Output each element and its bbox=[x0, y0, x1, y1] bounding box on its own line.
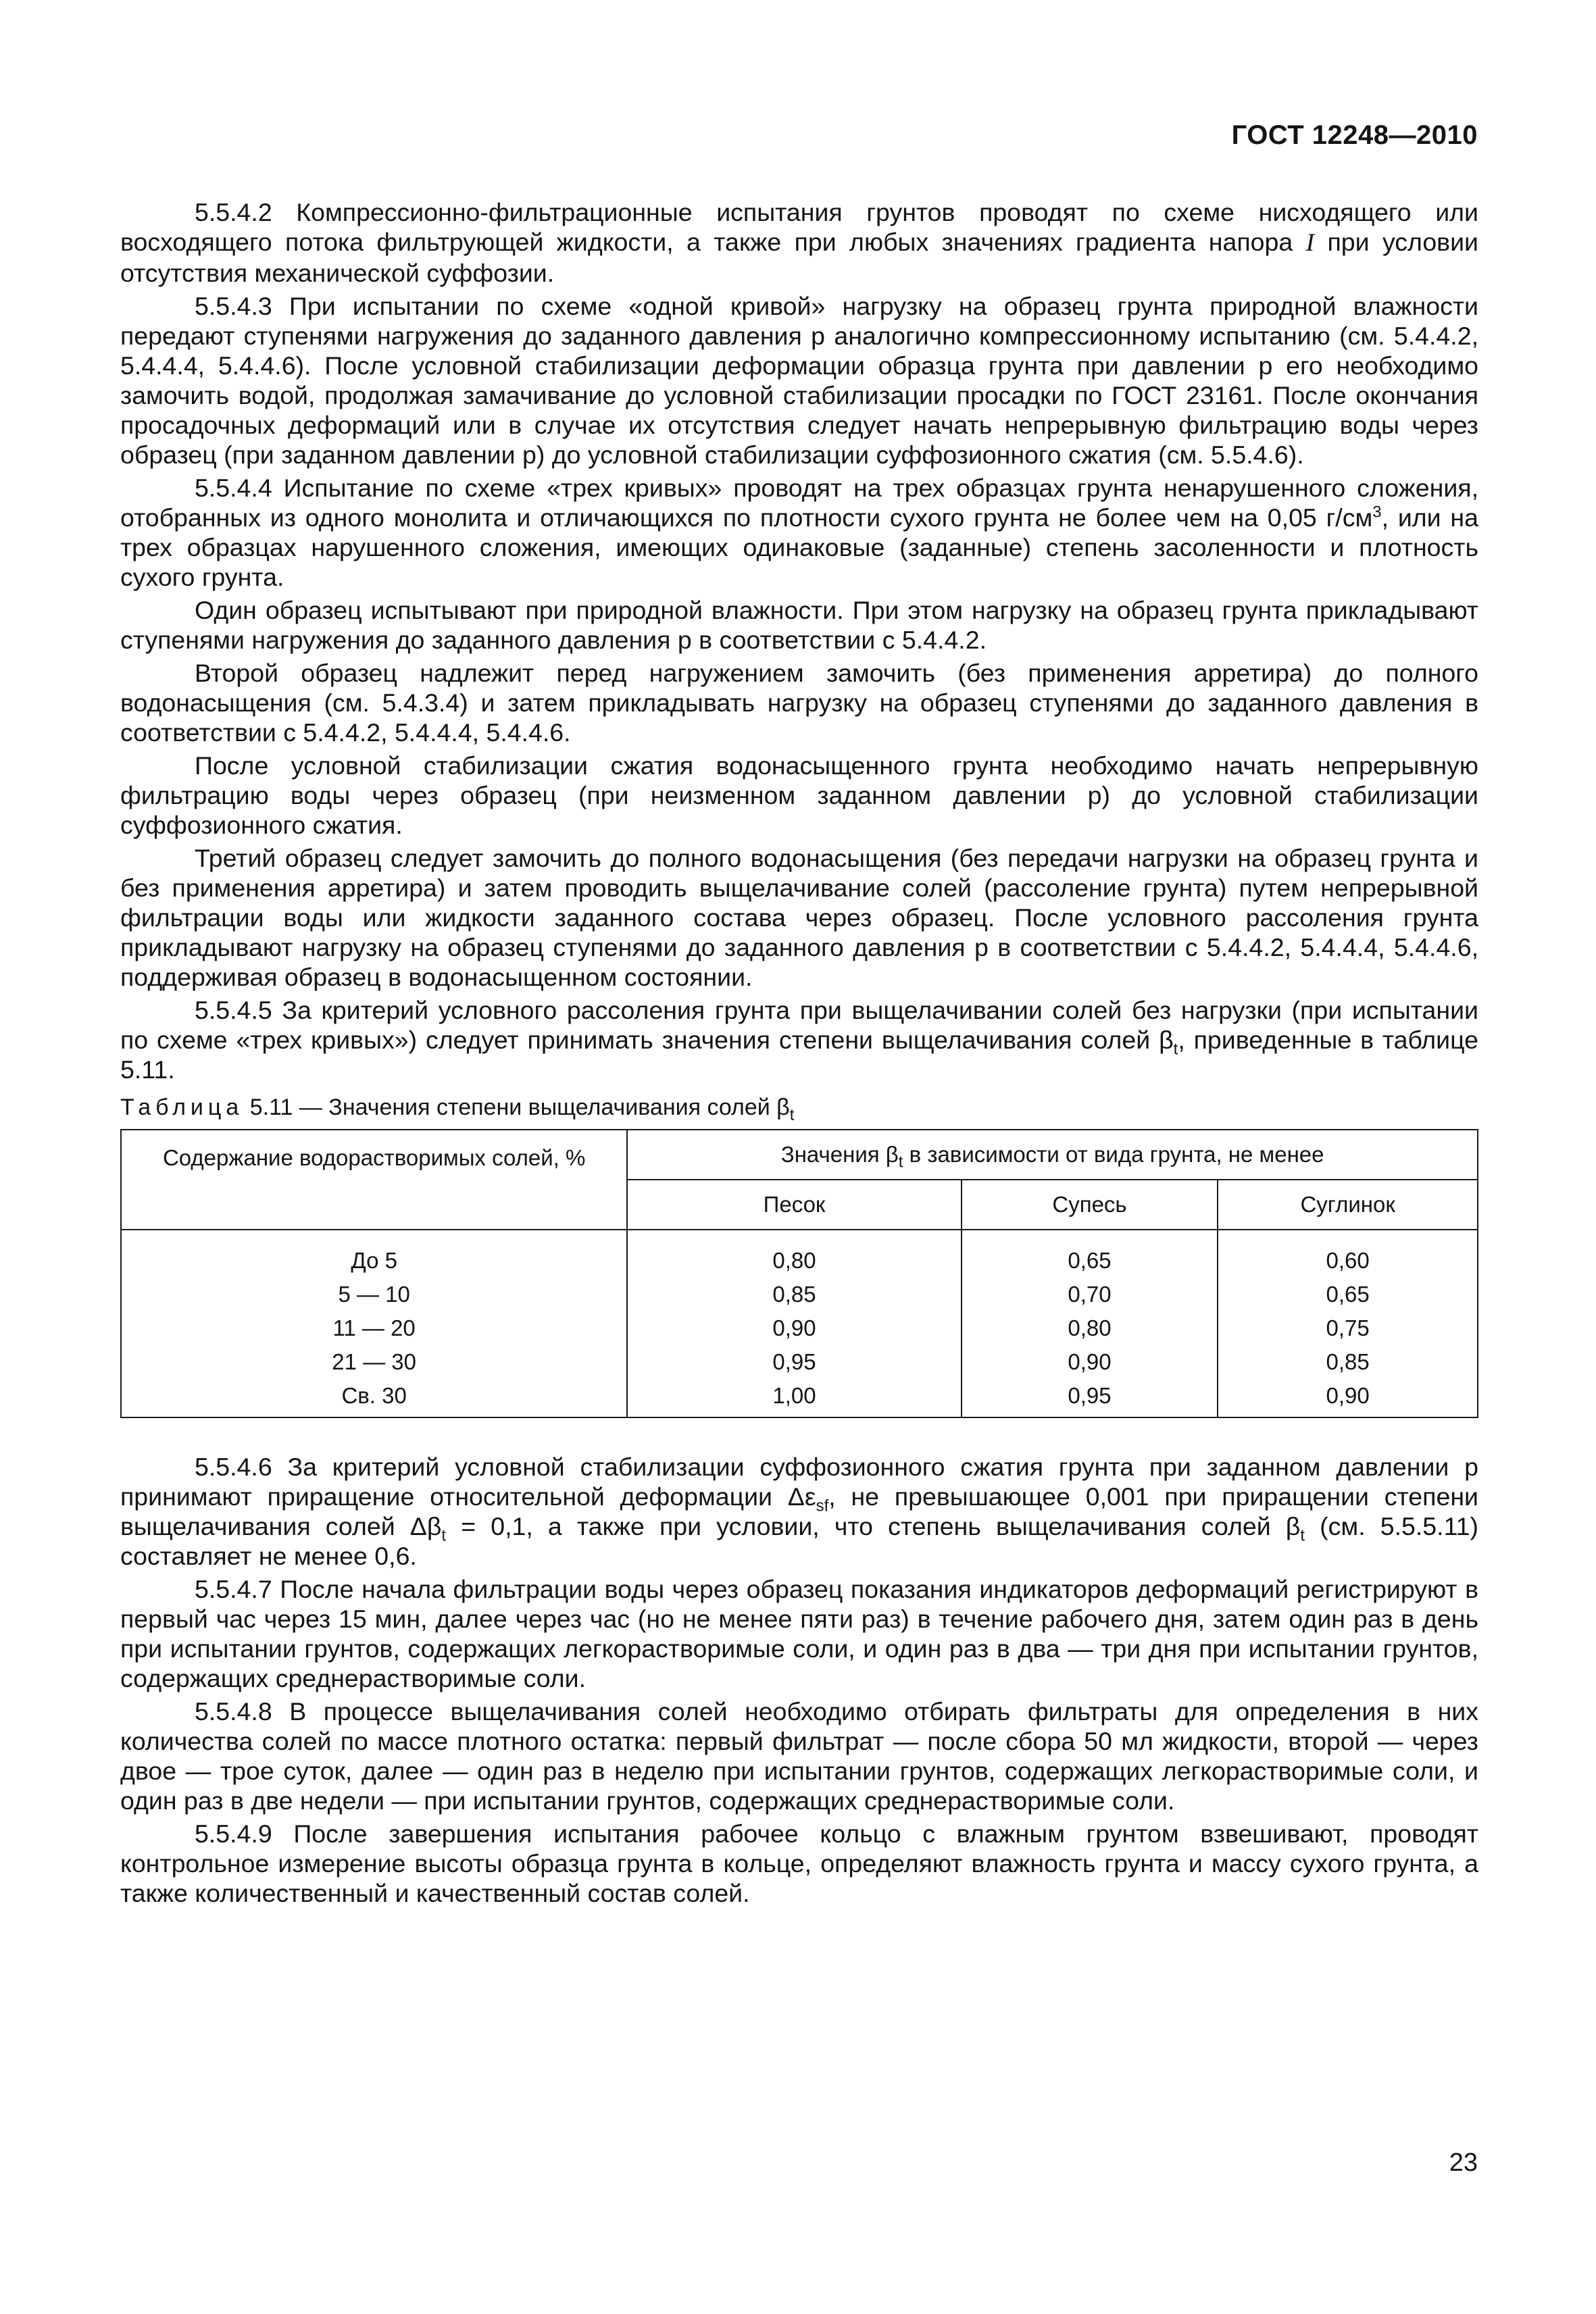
paragraph-first-sample: Один образец испытывают при природной влажности. При этом нагрузку на образец грунта прикладывают ступенями нагружения до заданного давления p в соответствии с 5.4.4.2. bbox=[120, 596, 1478, 654]
paragraph-third-sample: Третий образец следует замочить до полного водонасыщения (без передачи нагрузки на образец грунта и без применения арретира) и затем проводить выщелачивание солей (рассоление грунта) путем непрерывной фильтрации воды или жидкости заданного состава через образец. После условного рассоления грунта прикладывают нагрузку на образец ступенями до заданного давления p в соответствии с 5.4.4.2, 5.4.4.4, 5.4.4.6, поддерживая образец в водонасыщенном состоянии. bbox=[120, 844, 1478, 991]
table-cell: Св. 30 bbox=[341, 1383, 407, 1408]
paragraph-5-5-4-5: 5.5.4.5 За критерий условного рассоления грунта при выщелачивании солей без нагрузки (при испытании по схеме «трех кривых») следует принимать значения степени выщелачивания солей $\beta_t$, приведенные в таблице 5.11. bbox=[120, 996, 1478, 1084]
table-column-loam bbox=[1218, 1230, 1478, 1417]
table-cell: 0,90 bbox=[1068, 1349, 1112, 1374]
page-number: 23 bbox=[1449, 2148, 1478, 2177]
paragraph-5-5-4-7: 5.5.4.7 После начала фильтрации воды через образец показания индикаторов деформаций регистрируют в первый час через 15 мин, далее через час (но не менее пяти раз) в течение рабочего дня, затем один раз в день при испытании грунтов, содержащих легкорастворимые соли, и один раз в два — три дня при испытании грунтов, содержащих среднерастворимые соли. bbox=[120, 1575, 1478, 1692]
document-body bbox=[120, 197, 1478, 1911]
table-cell: 0,70 bbox=[1068, 1282, 1112, 1307]
table-cell: 0,65 bbox=[1326, 1282, 1370, 1307]
table-column-sandy-loam bbox=[962, 1230, 1218, 1417]
table-cell: 0,90 bbox=[1326, 1383, 1370, 1408]
table-cell: 1,00 bbox=[772, 1383, 816, 1408]
table-cell: 0,75 bbox=[1326, 1315, 1370, 1340]
paragraph-5-5-4-2: 5.5.4.2 Компрессионно-фильтрационные испытания грунтов проводят по схеме нисходящего или восходящего потока фильтрующей жидкости, а также при любых значениях градиента напора I при условии отсутствия механической суффозии. bbox=[120, 198, 1478, 287]
table-cell: 0,85 bbox=[772, 1282, 816, 1307]
table-cell: 0,95 bbox=[772, 1349, 816, 1374]
paragraph-after-stabilization: После условной стабилизации сжатия водонасыщенного грунта необходимо начать непрерывную фильтрацию воды через образец (при неизменном заданном давлении p) до условной стабилизации суффозионного сжатия. bbox=[120, 751, 1478, 839]
paragraph-5-5-4-9: 5.5.4.9 После завершения испытания рабочее кольцо с влажным грунтом взвешивают, проводят контрольное измерение высоты образца грунта в кольце, определяют влажность грунта и массу сухого грунта, а также количественный и качественный состав солей. bbox=[120, 1819, 1478, 1907]
table-header-group: Значения $\beta_t$ в зависимости от вида грунта, не менее bbox=[627, 1130, 1478, 1180]
table-cell: 21 — 30 bbox=[332, 1349, 417, 1374]
table-cell: 0,95 bbox=[1068, 1383, 1112, 1408]
paragraph-5-5-4-4: 5.5.4.4 Испытание по схеме «трех кривых» проводят на трех образцах грунта ненарушенного сложения, отобранных из одного монолита и отличающихся по плотности сухого грунта не более чем на 0,05 $г/см^3$, или на трех образцах нарушенного сложения, имеющих одинаковые (заданные) степень засоленности и плотность сухого грунта. bbox=[120, 474, 1478, 591]
table-cell: 0,80 bbox=[772, 1248, 816, 1273]
table-column-sand bbox=[627, 1230, 961, 1417]
table-cell: 5 — 10 bbox=[338, 1282, 410, 1307]
document-code-header: ГОСТ 12248—2010 bbox=[1231, 120, 1478, 150]
table-cell: 0,90 bbox=[772, 1315, 816, 1340]
gradient-symbol: I bbox=[1305, 229, 1315, 257]
table-cell: 0,85 bbox=[1326, 1349, 1370, 1374]
table-cell: 0,80 bbox=[1068, 1315, 1112, 1340]
paragraph-5-5-4-3: 5.5.4.3 При испытании по схеме «одной кривой» нагрузку на образец грунта природной влажности передают ступенями нагружения до заданного давления p аналогично компрессионному испытанию (см. 5.4.4.2, 5.4.4.4, 5.4.4.6). После условной стабилизации деформации образца грунта при давлении p его необходимо замочить водой, продолжая замачивание до условной стабилизации просадки по ГОСТ 23161. После окончания просадочных деформаций или в случае их отсутствия следует начать непрерывную фильтрацию воды через образец (при заданном давлении p) до условной стабилизации суффозионного сжатия (см. 5.5.4.6). bbox=[120, 292, 1478, 469]
table-cell: До 5 bbox=[351, 1248, 397, 1273]
table-cell: 0,60 bbox=[1326, 1248, 1370, 1273]
table-caption: Таблица 5.11 — Значения степени выщелачивания солей $\beta_t$ bbox=[120, 1095, 795, 1124]
table-header-salt-content: Содержание водорастворимых солей, % bbox=[121, 1130, 627, 1230]
table-cell: 11 — 20 bbox=[332, 1315, 416, 1340]
table-header-loam: Суглинок bbox=[1218, 1180, 1478, 1230]
table-header-sandy-loam: Супесь bbox=[962, 1180, 1218, 1230]
table-column-salt bbox=[121, 1230, 627, 1417]
paragraph-second-sample: Второй образец надлежит перед нагружением замочить (без применения арретира) до полного водонасыщения (см. 5.4.3.4) и затем прикладывать нагрузку на образец ступенями до заданного давления в соответствии с 5.4.4.2, 5.4.4.4, 5.4.4.6. bbox=[120, 659, 1478, 747]
leaching-degree-table bbox=[120, 1129, 1478, 1418]
paragraph-5-5-4-6: 5.5.4.6 За критерий условной стабилизации суффозионного сжатия грунта при заданном давлении p принимают приращение относительной деформации $\Delta\varepsilon_{sf}$, не превышающее 0,001 при приращении степени выщелачивания солей $\Delta\beta_t = 0,1$, а также при условии, что степень выщелачивания солей $\beta_t$ (см. 5.5.5.11) составляет не менее 0,6. bbox=[120, 1453, 1478, 1570]
table-header-sand: Песок bbox=[627, 1180, 961, 1230]
paragraph-5-5-4-8: 5.5.4.8 В процессе выщелачивания солей необходимо отбирать фильтраты для определения в них количества солей по массе плотного остатка: первый фильтрат — после сбора 50 мл жидкости, второй — через двое — трое суток, далее — один раз в неделю при испытании грунтов, содержащих легкорастворимые соли, и один раз в две недели — при испытании грунтов, содержащих среднерастворимые соли. bbox=[120, 1697, 1478, 1815]
table-cell: 0,65 bbox=[1068, 1248, 1112, 1273]
table-body-row bbox=[121, 1230, 1478, 1417]
